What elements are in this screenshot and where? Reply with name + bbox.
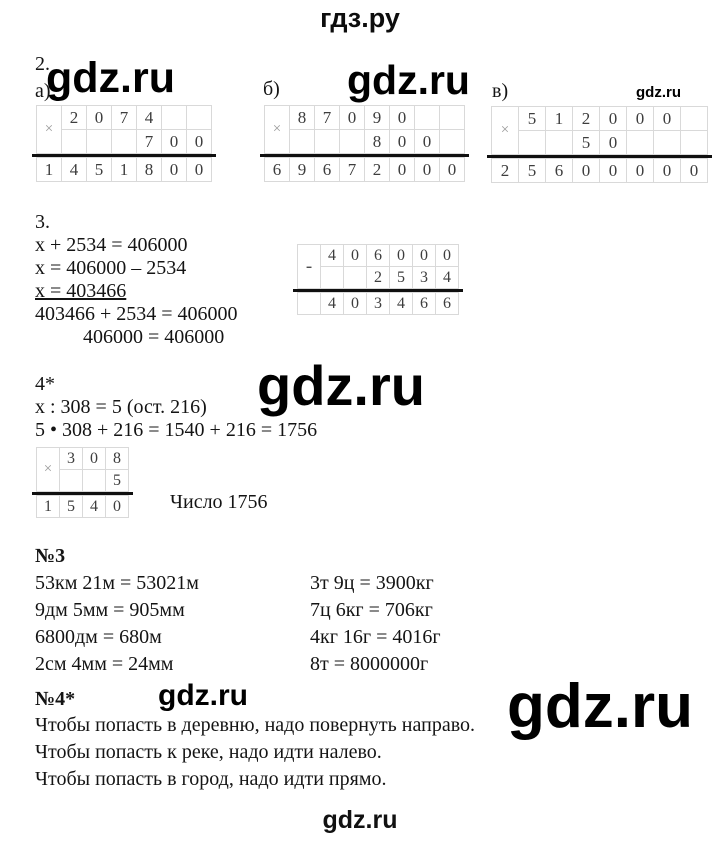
grid-result-cell: 1 [112, 158, 136, 181]
task3-left-column [35, 570, 199, 678]
task4-number: №4* [35, 688, 76, 710]
grid-result-cell: 4 [321, 293, 343, 314]
grid-result-cell: 1 [37, 158, 61, 181]
grid-result-cell: 8 [137, 158, 161, 181]
conversion-line: 3т 9ц = 3900кг [310, 572, 434, 594]
grid-result-cell: 6 [413, 293, 435, 314]
grid-cell [83, 470, 105, 491]
grid-cell: 0 [627, 107, 653, 130]
answer-line: Чтобы попасть в город, надо идти прямо. [35, 768, 387, 790]
grid-cell [62, 130, 86, 153]
grid-cell: 5 [573, 131, 599, 154]
grid-cell: 2 [573, 107, 599, 130]
grid-result-cell: 0 [415, 158, 439, 181]
multiply-sign: × [265, 106, 289, 153]
grid-cell: 0 [83, 448, 105, 469]
grid-cell [627, 131, 653, 154]
watermark-logo: gdz.ru [507, 672, 693, 741]
grid-cell [440, 106, 464, 129]
multiplication-grid-a [36, 105, 212, 182]
grid-result-cell: 0 [390, 158, 414, 181]
grid-cell: 9 [365, 106, 389, 129]
sum-rule [32, 154, 216, 157]
conversion-line: 7ц 6кг = 706кг [310, 599, 433, 621]
watermark-logo: gdz.ru [158, 679, 248, 712]
grid-cell: 0 [344, 245, 366, 266]
conversion-line: 53км 21м = 53021м [35, 572, 199, 594]
minus-sign: - [298, 245, 320, 288]
grid-cell: 6 [367, 245, 389, 266]
grid-result-cell: 5 [60, 496, 82, 517]
watermark-logo: gdz.ru [636, 84, 681, 101]
grid-result-cell: 4 [62, 158, 86, 181]
watermark-logo: gdz.ru [347, 57, 470, 103]
grid-result-cell: 0 [440, 158, 464, 181]
conversion-line: 8т = 8000000г [310, 653, 429, 675]
grid-cell: 8 [365, 130, 389, 153]
grid-cell [290, 130, 314, 153]
grid-cell: 0 [413, 245, 435, 266]
grid-cell: 2 [367, 267, 389, 288]
grid-cell [415, 106, 439, 129]
grid-cell: 0 [390, 106, 414, 129]
problem2-number: 2. [35, 53, 50, 75]
grid-cell: 0 [340, 106, 364, 129]
grid-result-cell: 0 [344, 293, 366, 314]
grid-cell: 1 [546, 107, 572, 130]
problem2-part-a-label: а) [35, 80, 51, 102]
equation-line: x = 406000 – 2534 [35, 257, 187, 279]
grid-result-cell: 5 [87, 158, 111, 181]
grid-cell [162, 106, 186, 129]
grid-result-cell: 0 [654, 159, 680, 182]
conversion-line: 6800дм = 680м [35, 626, 162, 648]
grid-cell: 5 [519, 107, 545, 130]
watermark-logo: gdz.ru [257, 354, 425, 417]
grid-result-cell: 0 [627, 159, 653, 182]
grid-result-cell: 1 [37, 496, 59, 517]
grid-cell [654, 131, 680, 154]
grid-cell [681, 107, 707, 130]
grid-result-cell [298, 293, 320, 314]
grid-cell: 7 [137, 130, 161, 153]
grid-cell [112, 130, 136, 153]
equation-line: 403466 + 2534 = 406000 [35, 303, 238, 325]
grid-cell: 3 [60, 448, 82, 469]
multiply-sign: × [37, 448, 59, 491]
conversion-line: 2см 4мм = 24мм [35, 653, 174, 675]
grid-cell: 8 [290, 106, 314, 129]
grid-cell [344, 267, 366, 288]
grid-result-cell: 0 [573, 159, 599, 182]
grid-result-cell: 6 [265, 158, 289, 181]
grid-result-cell: 0 [600, 159, 626, 182]
grid-cell [187, 106, 211, 129]
conversion-line: 4кг 16г = 4016г [310, 626, 441, 648]
equation-line: x + 2534 = 406000 [35, 234, 188, 256]
grid-cell: 0 [415, 130, 439, 153]
sum-rule [260, 154, 469, 157]
grid-result-cell: 0 [162, 158, 186, 181]
grid-cell: 0 [600, 107, 626, 130]
watermark-logo: gdz.ru [46, 54, 175, 102]
multiply-sign: × [492, 107, 518, 154]
grid-cell: 0 [162, 130, 186, 153]
grid-cell: 4 [321, 245, 343, 266]
grid-cell: 3 [413, 267, 435, 288]
sum-rule [32, 492, 133, 495]
footer-watermark: gdz.ru [322, 806, 398, 834]
grid-result-cell: 5 [519, 159, 545, 182]
grid-cell: 7 [112, 106, 136, 129]
grid-cell: 5 [390, 267, 412, 288]
subtraction-grid [297, 244, 459, 315]
task3-right-column [310, 570, 441, 678]
task4-answers [35, 712, 475, 793]
problem4-number: 4* [35, 373, 55, 395]
grid-cell [60, 470, 82, 491]
grid-result-cell: 9 [290, 158, 314, 181]
task3-number: №3 [35, 545, 66, 567]
grid-result-cell: 6 [436, 293, 458, 314]
grid-cell [681, 131, 707, 154]
grid-result-cell: 7 [340, 158, 364, 181]
grid-cell: 0 [187, 130, 211, 153]
grid-cell: 4 [436, 267, 458, 288]
conversion-line: 9дм 5мм = 905мм [35, 599, 185, 621]
grid-cell: 0 [390, 245, 412, 266]
equation-line-underlined: x = 403466 [35, 280, 127, 302]
sum-rule [293, 289, 463, 292]
grid-result-cell: 2 [365, 158, 389, 181]
grid-result-cell: 3 [367, 293, 389, 314]
multiplication-grid-308 [36, 447, 129, 518]
grid-result-cell: 4 [83, 496, 105, 517]
grid-cell [340, 130, 364, 153]
grid-result-cell: 6 [546, 159, 572, 182]
answer-line: Чтобы попасть в деревню, надо повернуть направо. [35, 714, 475, 736]
problem4-conclusion: Число 1756 [170, 491, 268, 513]
equation-line: 406000 = 406000 [83, 326, 225, 348]
grid-cell: 0 [654, 107, 680, 130]
grid-cell: 4 [137, 106, 161, 129]
grid-result-cell: 2 [492, 159, 518, 182]
multiply-sign: × [37, 106, 61, 153]
grid-cell: 5 [106, 470, 128, 491]
multiplication-grid-v [491, 106, 708, 183]
grid-cell: 0 [390, 130, 414, 153]
multiplication-grid-b [264, 105, 465, 182]
equation-line: x : 308 = 5 (ост. 216) [35, 396, 207, 418]
grid-result-cell: 0 [106, 496, 128, 517]
grid-cell [440, 130, 464, 153]
answer-line: Чтобы попасть к реке, надо идти налево. [35, 741, 382, 763]
grid-cell [87, 130, 111, 153]
problem2-part-b-label: б) [263, 78, 280, 100]
problem2-part-v-label: в) [492, 80, 509, 102]
problem3-number: 3. [35, 211, 50, 233]
grid-cell [546, 131, 572, 154]
grid-result-cell: 6 [315, 158, 339, 181]
grid-cell: 0 [87, 106, 111, 129]
grid-cell [315, 130, 339, 153]
grid-cell: 0 [600, 131, 626, 154]
grid-cell: 0 [436, 245, 458, 266]
grid-result-cell: 0 [681, 159, 707, 182]
grid-cell: 8 [106, 448, 128, 469]
equation-line: 5 • 308 + 216 = 1540 + 216 = 1756 [35, 419, 318, 441]
grid-cell: 7 [315, 106, 339, 129]
sum-rule [487, 155, 712, 158]
grid-cell [321, 267, 343, 288]
grid-cell: 2 [62, 106, 86, 129]
grid-result-cell: 4 [390, 293, 412, 314]
site-header: гдз.ру [320, 3, 400, 33]
problem3-block [35, 211, 238, 349]
grid-cell [519, 131, 545, 154]
grid-result-cell: 0 [187, 158, 211, 181]
